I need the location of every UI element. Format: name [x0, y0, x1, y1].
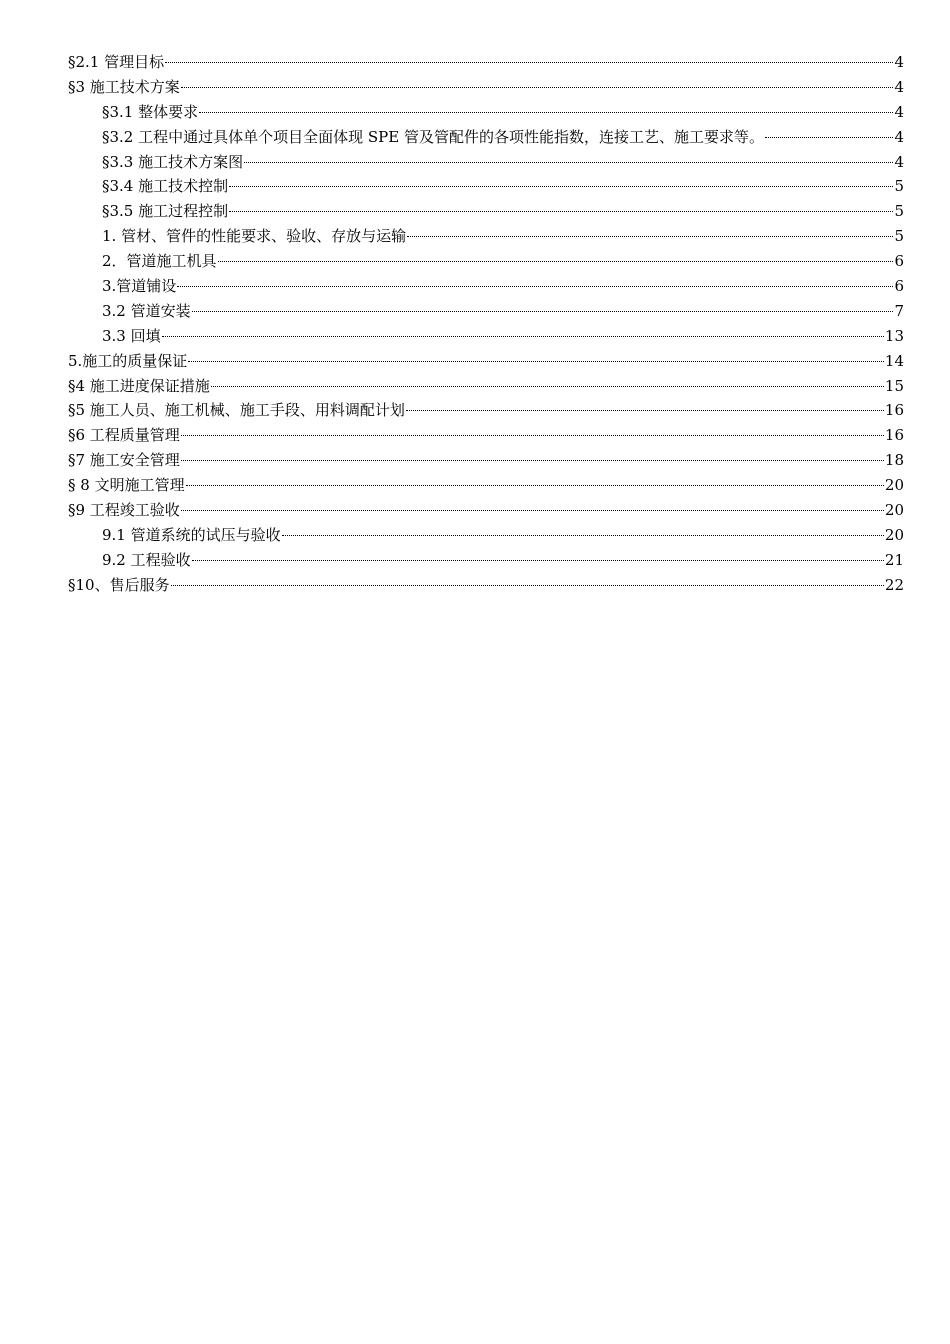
toc-dot-leader: [282, 535, 884, 536]
toc-entry[interactable]: [68, 274, 904, 299]
toc-entry-title: 2．管道施工机具: [102, 252, 217, 271]
toc-page-number: 16: [884, 401, 904, 420]
toc-entry[interactable]: [68, 498, 904, 523]
toc-page-number: 4: [894, 152, 904, 171]
toc-page-number: 20: [884, 525, 904, 544]
toc-page-number: 5: [894, 227, 904, 246]
toc-entry[interactable]: [68, 249, 904, 274]
toc-entry-title: §4 施工进度保证措施: [68, 376, 210, 395]
toc-page-number: 4: [894, 127, 904, 146]
toc-entry[interactable]: [68, 398, 904, 423]
toc-dot-leader: [406, 410, 884, 411]
toc-entry-title: 1. 管材、管件的性能要求、验收、存放与运输: [102, 227, 407, 246]
toc-page-number: 20: [884, 476, 904, 495]
toc-dot-leader: [181, 87, 894, 88]
toc-page-number: 20: [884, 501, 904, 520]
toc-entry-title: §3 施工技术方案: [68, 77, 180, 96]
toc-page-number: 4: [894, 77, 904, 96]
toc-entry[interactable]: [68, 324, 904, 349]
toc-entry[interactable]: [68, 573, 904, 598]
toc-entry-title: §3.2 工程中通过具体单个项目全面体现 SPE 管及管配件的各项性能指数，连接工艺、施工要求等。: [102, 127, 764, 146]
toc-entry-title: §3.5 施工过程控制: [102, 202, 229, 221]
toc-entry[interactable]: [68, 50, 904, 75]
toc-dot-leader: [229, 186, 893, 187]
toc-page-number: 4: [894, 102, 904, 121]
toc-entry[interactable]: [68, 150, 904, 175]
toc-entry-title: § 8 文明施工管理: [68, 476, 185, 495]
toc-entry-title: §5 施工人员、施工机械、施工手段、用料调配计划: [68, 401, 405, 420]
toc-entry[interactable]: [68, 374, 904, 399]
toc-entry-title: 3.2 管道安装: [102, 301, 191, 320]
toc-dot-leader: [244, 162, 893, 163]
toc-dot-leader: [181, 510, 884, 511]
toc-page-number: 7: [894, 301, 904, 320]
toc-entry-title: §2.1 管理目标: [68, 53, 165, 71]
toc-dot-leader: [171, 585, 884, 586]
toc-entry-title: 3.管道铺设: [102, 277, 177, 296]
toc-entry[interactable]: [68, 448, 904, 473]
toc-page-number: 15: [884, 376, 904, 395]
toc-entry[interactable]: [68, 548, 904, 573]
toc-entry[interactable]: [68, 75, 904, 100]
toc-entry[interactable]: [68, 174, 904, 199]
toc-dot-leader: [199, 112, 893, 113]
toc-page-number: 18: [884, 451, 904, 470]
toc-dot-leader: [165, 62, 893, 63]
toc-entry[interactable]: [68, 473, 904, 498]
toc-page-number: 13: [884, 326, 904, 345]
toc-entry[interactable]: [68, 224, 904, 249]
toc-dot-leader: [192, 311, 894, 312]
toc-entry-title: §10、售后服务: [68, 575, 170, 594]
toc-dot-leader: [162, 336, 884, 337]
toc-entry-title: 5.施工的质量保证: [68, 351, 188, 370]
toc-page-number: 6: [894, 277, 904, 296]
toc-entry-title: §7 施工安全管理: [68, 451, 180, 470]
toc-entry[interactable]: [68, 299, 904, 324]
toc-dot-leader: [211, 386, 884, 387]
toc-entry-title: 3.3 回填: [102, 326, 161, 345]
toc-dot-leader: [186, 485, 884, 486]
toc-entry-title: §9 工程竣工验收: [68, 501, 180, 520]
toc-page-number: 16: [884, 426, 904, 445]
toc-entry-title: §6 工程质量管理: [68, 426, 180, 445]
toc-dot-leader: [192, 560, 884, 561]
toc-page-number: 4: [894, 53, 904, 71]
toc-entry[interactable]: [68, 125, 904, 150]
toc-entry-title: 9.2 工程验收: [102, 550, 191, 569]
toc-page-number: 22: [884, 575, 904, 594]
toc-entry-title: §3.1 整体要求: [102, 102, 199, 121]
toc-dot-leader: [177, 286, 893, 287]
toc-dot-leader: [181, 435, 884, 436]
toc-page-number: 6: [894, 252, 904, 271]
toc-dot-leader: [407, 236, 893, 237]
toc-page-number: 21: [884, 550, 904, 569]
toc-entry[interactable]: [68, 423, 904, 448]
toc-dot-leader: [229, 211, 893, 212]
toc-page-number: 5: [894, 202, 904, 221]
toc-dot-leader: [188, 361, 884, 362]
toc-entry-title: 9.1 管道系统的试压与验收: [102, 525, 281, 544]
table-of-contents: [68, 50, 904, 598]
toc-entry[interactable]: [68, 523, 904, 548]
toc-page-number: 14: [884, 351, 904, 370]
toc-entry[interactable]: [68, 100, 904, 125]
toc-entry[interactable]: [68, 199, 904, 224]
toc-dot-leader: [218, 261, 894, 262]
toc-page-number: 5: [894, 177, 904, 196]
toc-dot-leader: [181, 460, 884, 461]
toc-entry-title: §3.4 施工技术控制: [102, 177, 229, 196]
toc-dot-leader: [765, 137, 893, 138]
toc-entry[interactable]: [68, 349, 904, 374]
toc-entry-title: §3.3 施工技术方案图: [102, 152, 244, 171]
